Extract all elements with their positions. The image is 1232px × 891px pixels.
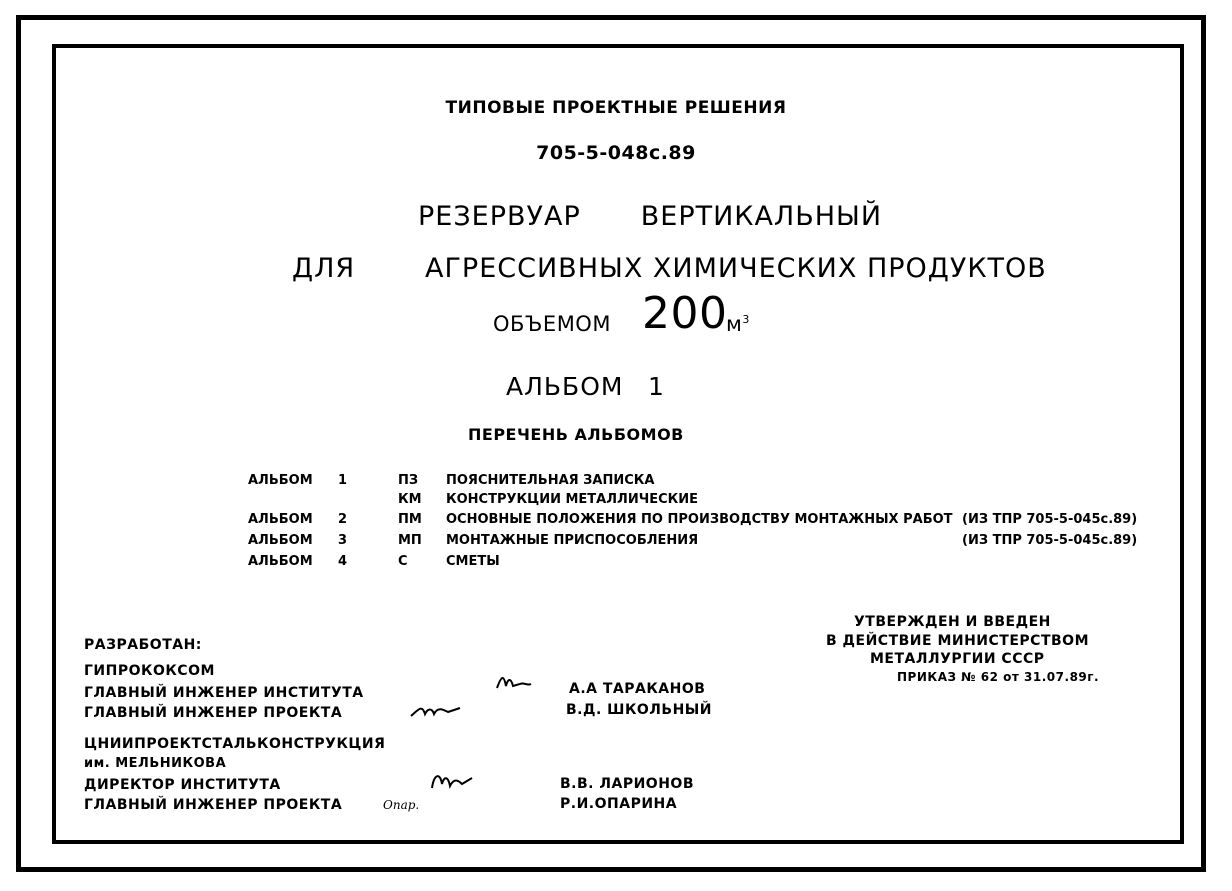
album-row-code: С	[398, 554, 408, 569]
album-row-label: АЛЬБОМ	[248, 533, 313, 548]
person-name: Р.И.ОПАРИНА	[560, 796, 678, 812]
developer-heading: РАЗРАБОТАН:	[84, 637, 202, 653]
title-line-2: АГРЕССИВНЫХ ХИМИЧЕСКИХ ПРОДУКТОВ	[425, 253, 1047, 284]
album-row-note: (ИЗ ТПР 705-5-045с.89)	[962, 533, 1138, 548]
person-name: В.В. ЛАРИОНОВ	[560, 776, 694, 792]
album-label: АЛЬБОМ	[506, 372, 624, 401]
title-word-vertical: ВЕРТИКАЛЬНЫЙ	[640, 201, 883, 232]
person-name: А.А ТАРАКАНОВ	[569, 681, 706, 697]
album-row-number: 1	[338, 473, 348, 488]
inner-border	[52, 44, 1184, 844]
album-row-name: КОНСТРУКЦИИ МЕТАЛЛИЧЕСКИЕ	[446, 492, 699, 507]
title-word-reservoir: РЕЗЕРВУАР	[418, 201, 581, 232]
developer-role: ГЛАВНЫЙ ИНЖЕНЕР ПРОЕКТА	[84, 797, 343, 813]
volume-unit: $м^3$	[726, 312, 750, 336]
approval-order: ПРИКАЗ № 62 от 31.07.89г.	[897, 670, 1100, 684]
album-row-code: ПМ	[398, 512, 422, 527]
title-for: ДЛЯ	[292, 253, 356, 284]
approval-line: УТВЕРЖДЕН И ВВЕДЕН	[854, 614, 1051, 630]
album-row-code: ПЗ	[398, 473, 419, 488]
developer-org-2: ЦНИИПРОЕКТСТАЛЬКОНСТРУКЦИЯ	[84, 736, 386, 752]
developer-role: ДИРЕКТОР ИНСТИТУТА	[84, 777, 281, 793]
title-line-1	[418, 203, 882, 230]
signature-text: Опар.	[383, 798, 420, 812]
album-row-name: МОНТАЖНЫЕ ПРИСПОСОБЛЕНИЯ	[446, 533, 699, 548]
signature-image	[408, 700, 463, 722]
developer-org-2-sub: им. МЕЛЬНИКОВА	[84, 756, 227, 771]
album-row-name: ПОЯСНИТЕЛЬНАЯ ЗАПИСКА	[446, 473, 655, 488]
signature-image	[494, 672, 534, 694]
album-row-code: КМ	[398, 492, 422, 507]
signature-image	[428, 770, 476, 794]
album-row-name: ОСНОВНЫЕ ПОЛОЖЕНИЯ ПО ПРОИЗВОДСТВУ МОНТАЖНЫХ РАБОТ	[446, 512, 953, 527]
album-row-label: АЛЬБОМ	[248, 554, 313, 569]
developer-org-1: ГИПРОКОКСОМ	[84, 663, 215, 679]
album-row-label: АЛЬБОМ	[248, 473, 313, 488]
approval-line: МЕТАЛЛУРГИИ СССР	[870, 651, 1045, 667]
approval-line: В ДЕЙСТВИЕ МИНИСТЕРСТВОМ	[826, 633, 1090, 649]
album-row-number: 2	[338, 512, 348, 527]
album-row-label: АЛЬБОМ	[248, 512, 313, 527]
album-row-number: 4	[338, 554, 348, 569]
document-code: 705-5-048с.89	[536, 142, 696, 164]
album-row-name: СМЕТЫ	[446, 554, 500, 569]
album-row-note: (ИЗ ТПР 705-5-045с.89)	[962, 512, 1138, 527]
person-name: В.Д. ШКОЛЬНЫЙ	[566, 702, 713, 718]
albums-list-heading: ПЕРЕЧЕНЬ АЛЬБОМОВ	[468, 425, 684, 444]
album-row-number: 3	[338, 533, 348, 548]
volume-exponent: 3	[742, 313, 750, 326]
developer-role: ГЛАВНЫЙ ИНЖЕНЕР ПРОЕКТА	[84, 705, 343, 721]
album-number: 1	[648, 372, 665, 401]
developer-role: ГЛАВНЫЙ ИНЖЕНЕР ИНСТИТУТА	[84, 685, 364, 701]
volume-label: ОБЪЕМОМ	[493, 312, 611, 336]
series-title: ТИПОВЫЕ ПРОЕКТНЫЕ РЕШЕНИЯ	[445, 98, 787, 118]
album-row-code: МП	[398, 533, 422, 548]
volume-value: 200	[642, 288, 728, 339]
